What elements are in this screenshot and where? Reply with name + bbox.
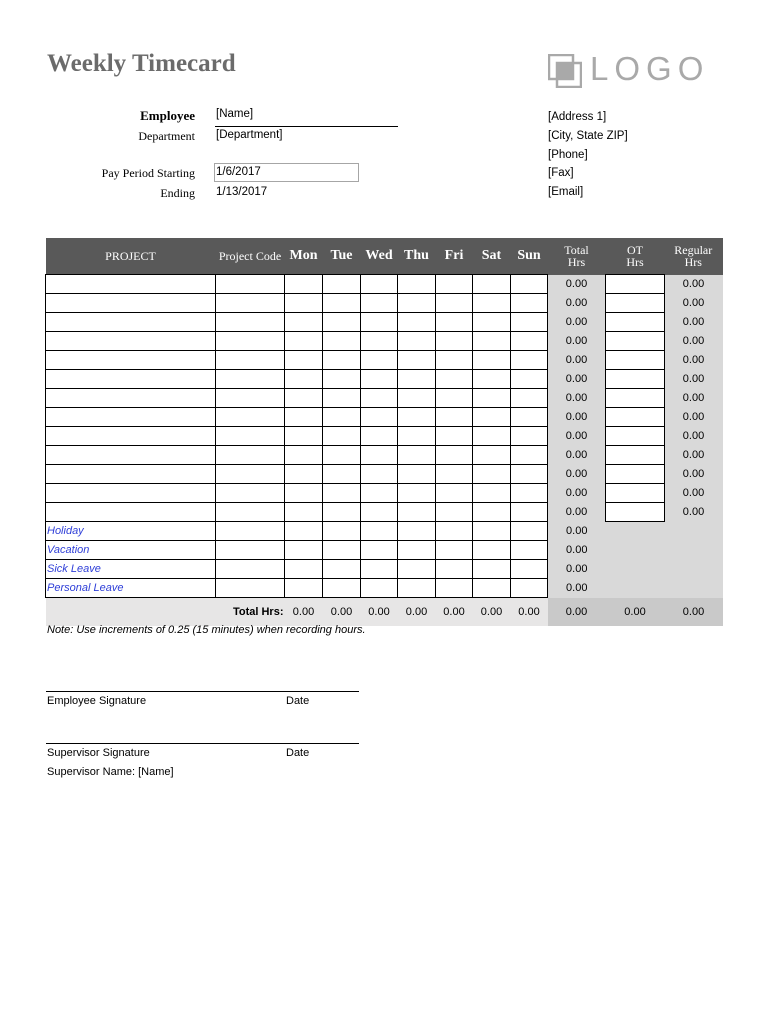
leave-total-hrs: 0.00 [548,579,606,598]
row-total-hrs: 0.00 [548,275,606,294]
day-hours-cell[interactable] [511,522,548,541]
leave-total-hrs: 0.00 [548,541,606,560]
day-hours-cell[interactable] [436,522,473,541]
leave-type-label: Personal Leave [46,579,216,598]
leave-ot-blank [606,560,665,579]
pay-period-label: Pay Period Starting [101,166,195,180]
project-cell[interactable] [46,313,216,332]
day-hours-cell[interactable] [323,408,361,427]
row-regular-hrs: 0.00 [665,275,723,294]
row-total-hrs: 0.00 [548,484,606,503]
table-row [46,446,723,465]
day-hours-cell[interactable] [323,313,361,332]
row-ot-hrs-cell[interactable] [606,313,665,332]
day-hours-cell[interactable] [436,294,473,313]
project-cell[interactable] [46,370,216,389]
project-code-cell[interactable] [216,579,285,598]
row-ot-hrs-cell[interactable] [606,408,665,427]
timecard-table [45,238,723,626]
day-hours-cell[interactable] [398,484,436,503]
project-cell[interactable] [46,503,216,522]
total-hrs-label: Total Hrs: [216,598,285,627]
grand-ot-hrs: 0.00 [606,598,665,627]
table-row [46,275,723,294]
supervisor-signature-line[interactable] [46,743,359,744]
day-hours-cell[interactable] [285,484,323,503]
ending-label: Ending [160,186,195,200]
day-total: 0.00 [511,598,548,627]
day-hours-cell[interactable] [323,446,361,465]
day-hours-cell[interactable] [361,294,398,313]
day-hours-cell[interactable] [398,541,436,560]
row-ot-hrs-cell[interactable] [606,275,665,294]
row-regular-hrs: 0.00 [665,332,723,351]
day-hours-cell[interactable] [361,408,398,427]
row-ot-hrs-cell[interactable] [606,484,665,503]
address-email[interactable]: [Email] [548,186,584,198]
table-header-row [46,238,723,275]
day-hours-cell[interactable] [285,560,323,579]
row-total-hrs: 0.00 [548,351,606,370]
day-hours-cell[interactable] [361,503,398,522]
header-thu: Thu [398,238,436,275]
day-hours-cell[interactable] [361,579,398,598]
day-hours-cell[interactable] [511,370,548,389]
day-hours-cell[interactable] [361,541,398,560]
day-total: 0.00 [473,598,511,627]
row-total-hrs: 0.00 [548,313,606,332]
row-regular-hrs: 0.00 [665,427,723,446]
address-city-state-zip[interactable]: [City, State ZIP] [548,130,628,142]
row-total-hrs: 0.00 [548,465,606,484]
row-regular-hrs: 0.00 [665,370,723,389]
address-line-1[interactable]: [Address 1] [548,111,607,123]
day-hours-cell[interactable] [511,389,548,408]
employee-underline [215,126,398,127]
ending-field[interactable]: 1/13/2017 [216,186,268,198]
header-total-line1: Total [564,243,589,258]
day-hours-cell[interactable] [436,275,473,294]
header-project-code: Project Code [216,238,285,275]
day-hours-cell[interactable] [361,560,398,579]
day-hours-cell[interactable] [398,313,436,332]
day-hours-cell[interactable] [285,579,323,598]
day-hours-cell[interactable] [398,560,436,579]
employee-label: Employee [140,108,195,123]
project-code-cell[interactable] [216,389,285,408]
leave-regular-blank [665,560,723,579]
day-hours-cell[interactable] [473,484,511,503]
day-hours-cell[interactable] [473,294,511,313]
day-hours-cell[interactable] [436,389,473,408]
project-code-cell[interactable] [216,446,285,465]
day-hours-cell[interactable] [398,408,436,427]
day-hours-cell[interactable] [398,465,436,484]
leave-total-hrs: 0.00 [548,560,606,579]
header-total-hrs [548,238,606,275]
project-code-cell[interactable] [216,370,285,389]
header-project: PROJECT [46,238,216,275]
table-row [46,465,723,484]
day-hours-cell[interactable] [323,560,361,579]
row-regular-hrs: 0.00 [665,465,723,484]
leave-row [46,579,723,598]
day-total: 0.00 [398,598,436,627]
row-total-hrs: 0.00 [548,503,606,522]
row-regular-hrs: 0.00 [665,294,723,313]
day-hours-cell[interactable] [473,427,511,446]
leave-row [46,541,723,560]
day-hours-cell[interactable] [285,332,323,351]
row-ot-hrs-cell[interactable] [606,294,665,313]
leave-ot-blank [606,541,665,560]
day-hours-cell[interactable] [398,351,436,370]
header-regular-line1: Regular [674,243,713,258]
day-hours-cell[interactable] [511,446,548,465]
project-code-cell[interactable] [216,541,285,560]
project-cell[interactable] [46,294,216,313]
day-hours-cell[interactable] [361,446,398,465]
day-hours-cell[interactable] [361,370,398,389]
project-code-cell[interactable] [216,275,285,294]
leave-ot-blank [606,522,665,541]
day-hours-cell[interactable] [511,275,548,294]
day-hours-cell[interactable] [473,408,511,427]
row-total-hrs: 0.00 [548,294,606,313]
day-hours-cell[interactable] [323,465,361,484]
day-hours-cell[interactable] [511,484,548,503]
project-code-cell[interactable] [216,465,285,484]
project-code-cell[interactable] [216,427,285,446]
project-code-cell[interactable] [216,503,285,522]
day-hours-cell[interactable] [285,275,323,294]
table-row [46,313,723,332]
row-ot-hrs-cell[interactable] [606,370,665,389]
department-field[interactable]: [Department] [216,129,283,141]
row-ot-hrs-cell[interactable] [606,427,665,446]
totals-row [46,598,723,627]
header-total-line2: Hrs [567,255,586,270]
day-hours-cell[interactable] [285,465,323,484]
day-hours-cell[interactable] [473,313,511,332]
day-hours-cell[interactable] [436,427,473,446]
table-row [46,370,723,389]
leave-row [46,560,723,579]
leave-row [46,522,723,541]
day-hours-cell[interactable] [398,275,436,294]
leave-regular-blank [665,579,723,598]
day-hours-cell[interactable] [361,522,398,541]
day-hours-cell[interactable] [436,579,473,598]
row-ot-hrs-cell[interactable] [606,351,665,370]
day-hours-cell[interactable] [285,446,323,465]
day-hours-cell[interactable] [361,313,398,332]
table-row [46,503,723,522]
pay-period-field[interactable]: 1/6/2017 [216,166,261,178]
employee-signature-label: Employee Signature [47,695,147,707]
supervisor-date-label: Date [286,747,310,759]
day-hours-cell[interactable] [323,579,361,598]
logo [548,52,718,88]
day-hours-cell[interactable] [285,503,323,522]
row-regular-hrs: 0.00 [665,503,723,522]
logo-text: LOGO [590,50,710,87]
row-ot-hrs-cell[interactable] [606,446,665,465]
day-hours-cell[interactable] [511,427,548,446]
header-sun: Sun [511,238,548,275]
project-cell[interactable] [46,408,216,427]
day-hours-cell[interactable] [436,332,473,351]
row-total-hrs: 0.00 [548,332,606,351]
day-hours-cell[interactable] [285,541,323,560]
project-code-cell[interactable] [216,560,285,579]
row-ot-hrs-cell[interactable] [606,465,665,484]
day-hours-cell[interactable] [361,465,398,484]
day-hours-cell[interactable] [473,541,511,560]
row-regular-hrs: 0.00 [665,313,723,332]
day-hours-cell[interactable] [436,370,473,389]
day-hours-cell[interactable] [361,389,398,408]
project-cell[interactable] [46,465,216,484]
day-hours-cell[interactable] [398,522,436,541]
row-total-hrs: 0.00 [548,446,606,465]
project-cell[interactable] [46,389,216,408]
day-hours-cell[interactable] [398,294,436,313]
row-regular-hrs: 0.00 [665,408,723,427]
day-hours-cell[interactable] [323,503,361,522]
grand-regular-hrs: 0.00 [665,598,723,627]
employee-date-label: Date [286,695,310,707]
day-hours-cell[interactable] [473,465,511,484]
day-hours-cell[interactable] [436,465,473,484]
row-ot-hrs-cell[interactable] [606,332,665,351]
day-hours-cell[interactable] [436,313,473,332]
table-row [46,332,723,351]
project-cell[interactable] [46,275,216,294]
project-cell[interactable] [46,484,216,503]
table-row [46,408,723,427]
project-cell[interactable] [46,427,216,446]
day-hours-cell[interactable] [436,560,473,579]
day-hours-cell[interactable] [473,560,511,579]
table-row [46,294,723,313]
project-code-cell[interactable] [216,484,285,503]
address-phone[interactable]: [Phone] [548,149,588,161]
row-total-hrs: 0.00 [548,370,606,389]
day-hours-cell[interactable] [473,522,511,541]
leave-type-label: Sick Leave [46,560,216,579]
project-code-cell[interactable] [216,313,285,332]
day-hours-cell[interactable] [511,541,548,560]
logo-squares-icon [548,54,582,88]
day-hours-cell[interactable] [473,579,511,598]
day-hours-cell[interactable] [323,370,361,389]
day-hours-cell[interactable] [436,351,473,370]
page-title: Weekly Timecard [47,50,236,77]
day-hours-cell[interactable] [511,465,548,484]
day-hours-cell[interactable] [361,427,398,446]
day-total: 0.00 [361,598,398,627]
header-sat: Sat [473,238,511,275]
day-hours-cell[interactable] [398,503,436,522]
header-ot-hrs [606,238,665,275]
day-hours-cell[interactable] [361,351,398,370]
day-hours-cell[interactable] [361,484,398,503]
project-cell[interactable] [46,332,216,351]
day-hours-cell[interactable] [285,427,323,446]
day-hours-cell[interactable] [436,541,473,560]
supervisor-signature-label: Supervisor Signature [47,747,150,759]
day-hours-cell[interactable] [285,351,323,370]
day-hours-cell[interactable] [285,389,323,408]
row-ot-hrs-cell[interactable] [606,389,665,408]
project-code-cell[interactable] [216,294,285,313]
employee-name-field[interactable]: [Name] [216,108,254,120]
row-regular-hrs: 0.00 [665,389,723,408]
table-row [46,389,723,408]
leave-regular-blank [665,541,723,560]
day-hours-cell[interactable] [473,446,511,465]
day-total: 0.00 [436,598,473,627]
leave-ot-blank [606,579,665,598]
day-hours-cell[interactable] [285,522,323,541]
day-hours-cell[interactable] [436,408,473,427]
day-hours-cell[interactable] [285,313,323,332]
hours-note: Note: Use increments of 0.25 (15 minutes) when recording hours. [47,624,366,636]
day-hours-cell[interactable] [361,332,398,351]
day-hours-cell[interactable] [398,446,436,465]
project-cell[interactable] [46,351,216,370]
day-hours-cell[interactable] [398,332,436,351]
day-hours-cell[interactable] [436,503,473,522]
row-total-hrs: 0.00 [548,408,606,427]
row-total-hrs: 0.00 [548,427,606,446]
day-hours-cell[interactable] [511,560,548,579]
day-total: 0.00 [285,598,323,627]
day-hours-cell[interactable] [285,294,323,313]
day-hours-cell[interactable] [511,503,548,522]
day-hours-cell[interactable] [473,503,511,522]
leave-regular-blank [665,522,723,541]
day-hours-cell[interactable] [511,294,548,313]
row-ot-hrs-cell[interactable] [606,503,665,522]
day-hours-cell[interactable] [323,522,361,541]
employee-signature-line[interactable] [46,691,359,692]
table-row [46,351,723,370]
header-regular-line2: Hrs [684,255,702,270]
day-hours-cell[interactable] [323,541,361,560]
day-hours-cell[interactable] [323,351,361,370]
day-hours-cell[interactable] [511,332,548,351]
day-hours-cell[interactable] [323,484,361,503]
day-hours-cell[interactable] [473,370,511,389]
header-mon: Mon [285,238,323,275]
leave-type-label: Holiday [46,522,216,541]
table-row [46,427,723,446]
header-ot-line1: OT [627,243,643,257]
project-code-cell[interactable] [216,351,285,370]
day-hours-cell[interactable] [511,408,548,427]
day-hours-cell[interactable] [436,484,473,503]
header-wed: Wed [361,238,398,275]
day-hours-cell[interactable] [323,427,361,446]
leave-type-label: Vacation [46,541,216,560]
day-hours-cell[interactable] [398,370,436,389]
row-regular-hrs: 0.00 [665,484,723,503]
day-hours-cell[interactable] [398,389,436,408]
supervisor-name: Supervisor Name: [Name] [47,766,174,778]
department-label: Department [138,129,195,143]
grand-total-hrs: 0.00 [548,598,606,627]
day-hours-cell[interactable] [398,579,436,598]
project-code-cell[interactable] [216,522,285,541]
day-hours-cell[interactable] [361,275,398,294]
day-hours-cell[interactable] [473,332,511,351]
address-fax[interactable]: [Fax] [548,167,574,179]
day-hours-cell[interactable] [323,294,361,313]
row-regular-hrs: 0.00 [665,446,723,465]
project-cell[interactable] [46,446,216,465]
day-hours-cell[interactable] [511,351,548,370]
header-regular-hrs [665,238,723,275]
project-code-cell[interactable] [216,332,285,351]
day-hours-cell[interactable] [511,313,548,332]
totals-spacer [46,598,216,627]
leave-total-hrs: 0.00 [548,522,606,541]
day-hours-cell[interactable] [473,275,511,294]
day-hours-cell[interactable] [323,389,361,408]
day-hours-cell[interactable] [323,275,361,294]
day-hours-cell[interactable] [285,408,323,427]
header-ot-line2: Hrs [626,255,644,269]
header-tue: Tue [323,238,361,275]
table-row [46,484,723,503]
day-hours-cell[interactable] [285,370,323,389]
day-hours-cell[interactable] [398,427,436,446]
project-code-cell[interactable] [216,408,285,427]
day-hours-cell[interactable] [436,446,473,465]
row-regular-hrs: 0.00 [665,351,723,370]
day-total: 0.00 [323,598,361,627]
day-hours-cell[interactable] [511,579,548,598]
header-fri: Fri [436,238,473,275]
day-hours-cell[interactable] [473,351,511,370]
row-total-hrs: 0.00 [548,389,606,408]
day-hours-cell[interactable] [473,389,511,408]
day-hours-cell[interactable] [323,332,361,351]
